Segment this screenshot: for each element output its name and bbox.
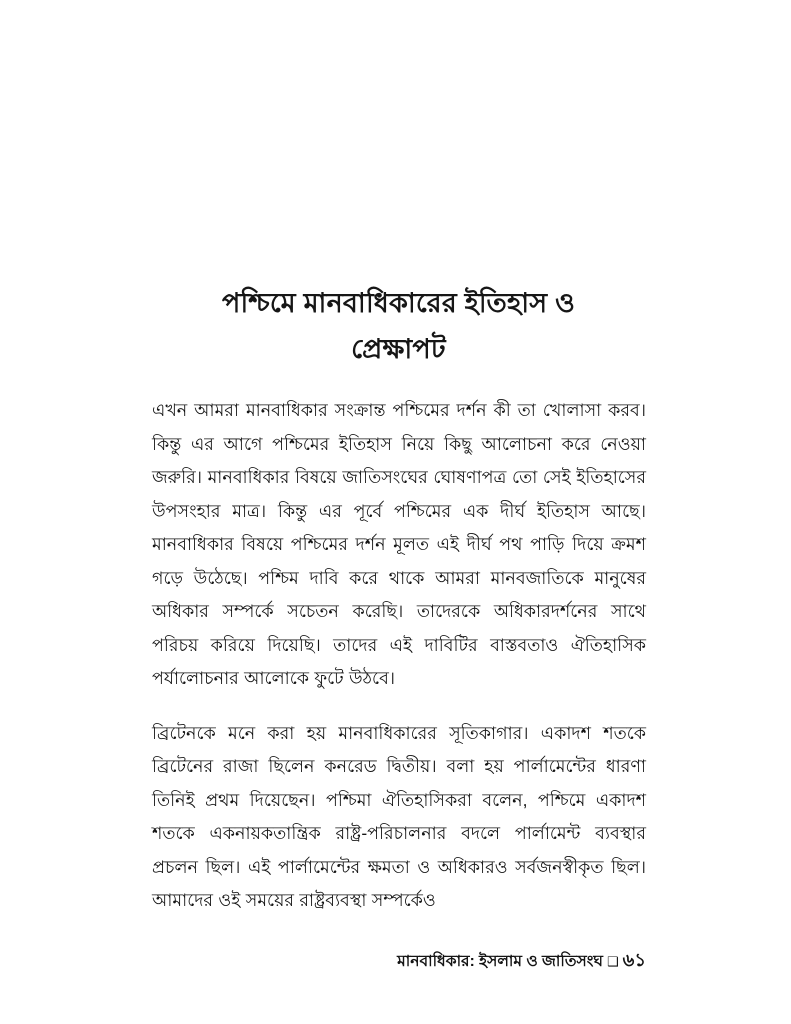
chapter-title-line-1: পশ্চিমে মানবাধিকারের ইতিহাস ও [221, 288, 576, 319]
chapter-title-line-2: প্রেক্ষাপট [351, 334, 446, 365]
paragraph: ব্রিটেনকে মনে করা হয় মানবাধিকারের সূতিকাগার। একাদশ শতকে ব্রিটেনের রাজা ছিলেন কনরেড দ্বিতীয়। বলা হয় পার্লামেন্টের ধারণা তিনিই প্রথম দিয়েছেন। পশ্চিমা ঐতিহাসিকরা বলেন, পশ্চিমে একাদশ শতকে একনায়কতান্ত্রিক রাষ্ট্র-পরিচালনার বদলে পার্লামেন্ট ব্যবস্থার প্রচলন ছিল। এই পার্লামেন্টের ক্ষমতা ও অধিকারও সর্বজনস্বীকৃত ছিল। আমাদের ওই সময়ের রাষ্ট্রব্যবস্থা সম্পর্কেও [152, 722, 646, 910]
page-title [152, 280, 645, 372]
paragraph: এখন আমরা মানবাধিকার সংক্রান্ত পশ্চিমের দর্শন কী তা খোলাসা করব। কিন্তু এর আগে পশ্চিমের ইতিহাস নিয়ে কিছু আলোচনা করে নেওয়া জরুরি। মানবাধিকার বিষয়ে জাতিসংঘের ঘোষণাপত্র তো সেই ইতিহাসের উপসংহার মাত্র। কিন্তু এর পূর্বে পশ্চিমের এক দীর্ঘ ইতিহাস আছে। মানবাধিকার বিষয়ে পশ্চিমের দর্শন মূলত এই দীর্ঘ পথ পাড়ি দিয়ে ক্রমশ গড়ে উঠেছে। পশ্চিম দাবি করে থাকে আমরা মানবজাতিকে মানুষের অধিকার সম্পর্কে সচেতন করেছি। তাদেরকে অধিকারদর্শনের সাথে পরিচয় করিয়ে দিয়েছি। তাদের এই দাবিটির বাস্তবতাও ঐতিহাসিক পর্যালোচনার আলোকে ফুটে উঠবে। [152, 400, 646, 688]
footer-separator-icon: ❑ [606, 954, 619, 969]
footer-book-title: মানবাধিকার: ইসলাম ও জাতিসংঘ [397, 953, 603, 970]
body-text [152, 394, 646, 918]
page-number: ৬১ [622, 950, 646, 970]
page-footer [152, 946, 646, 977]
